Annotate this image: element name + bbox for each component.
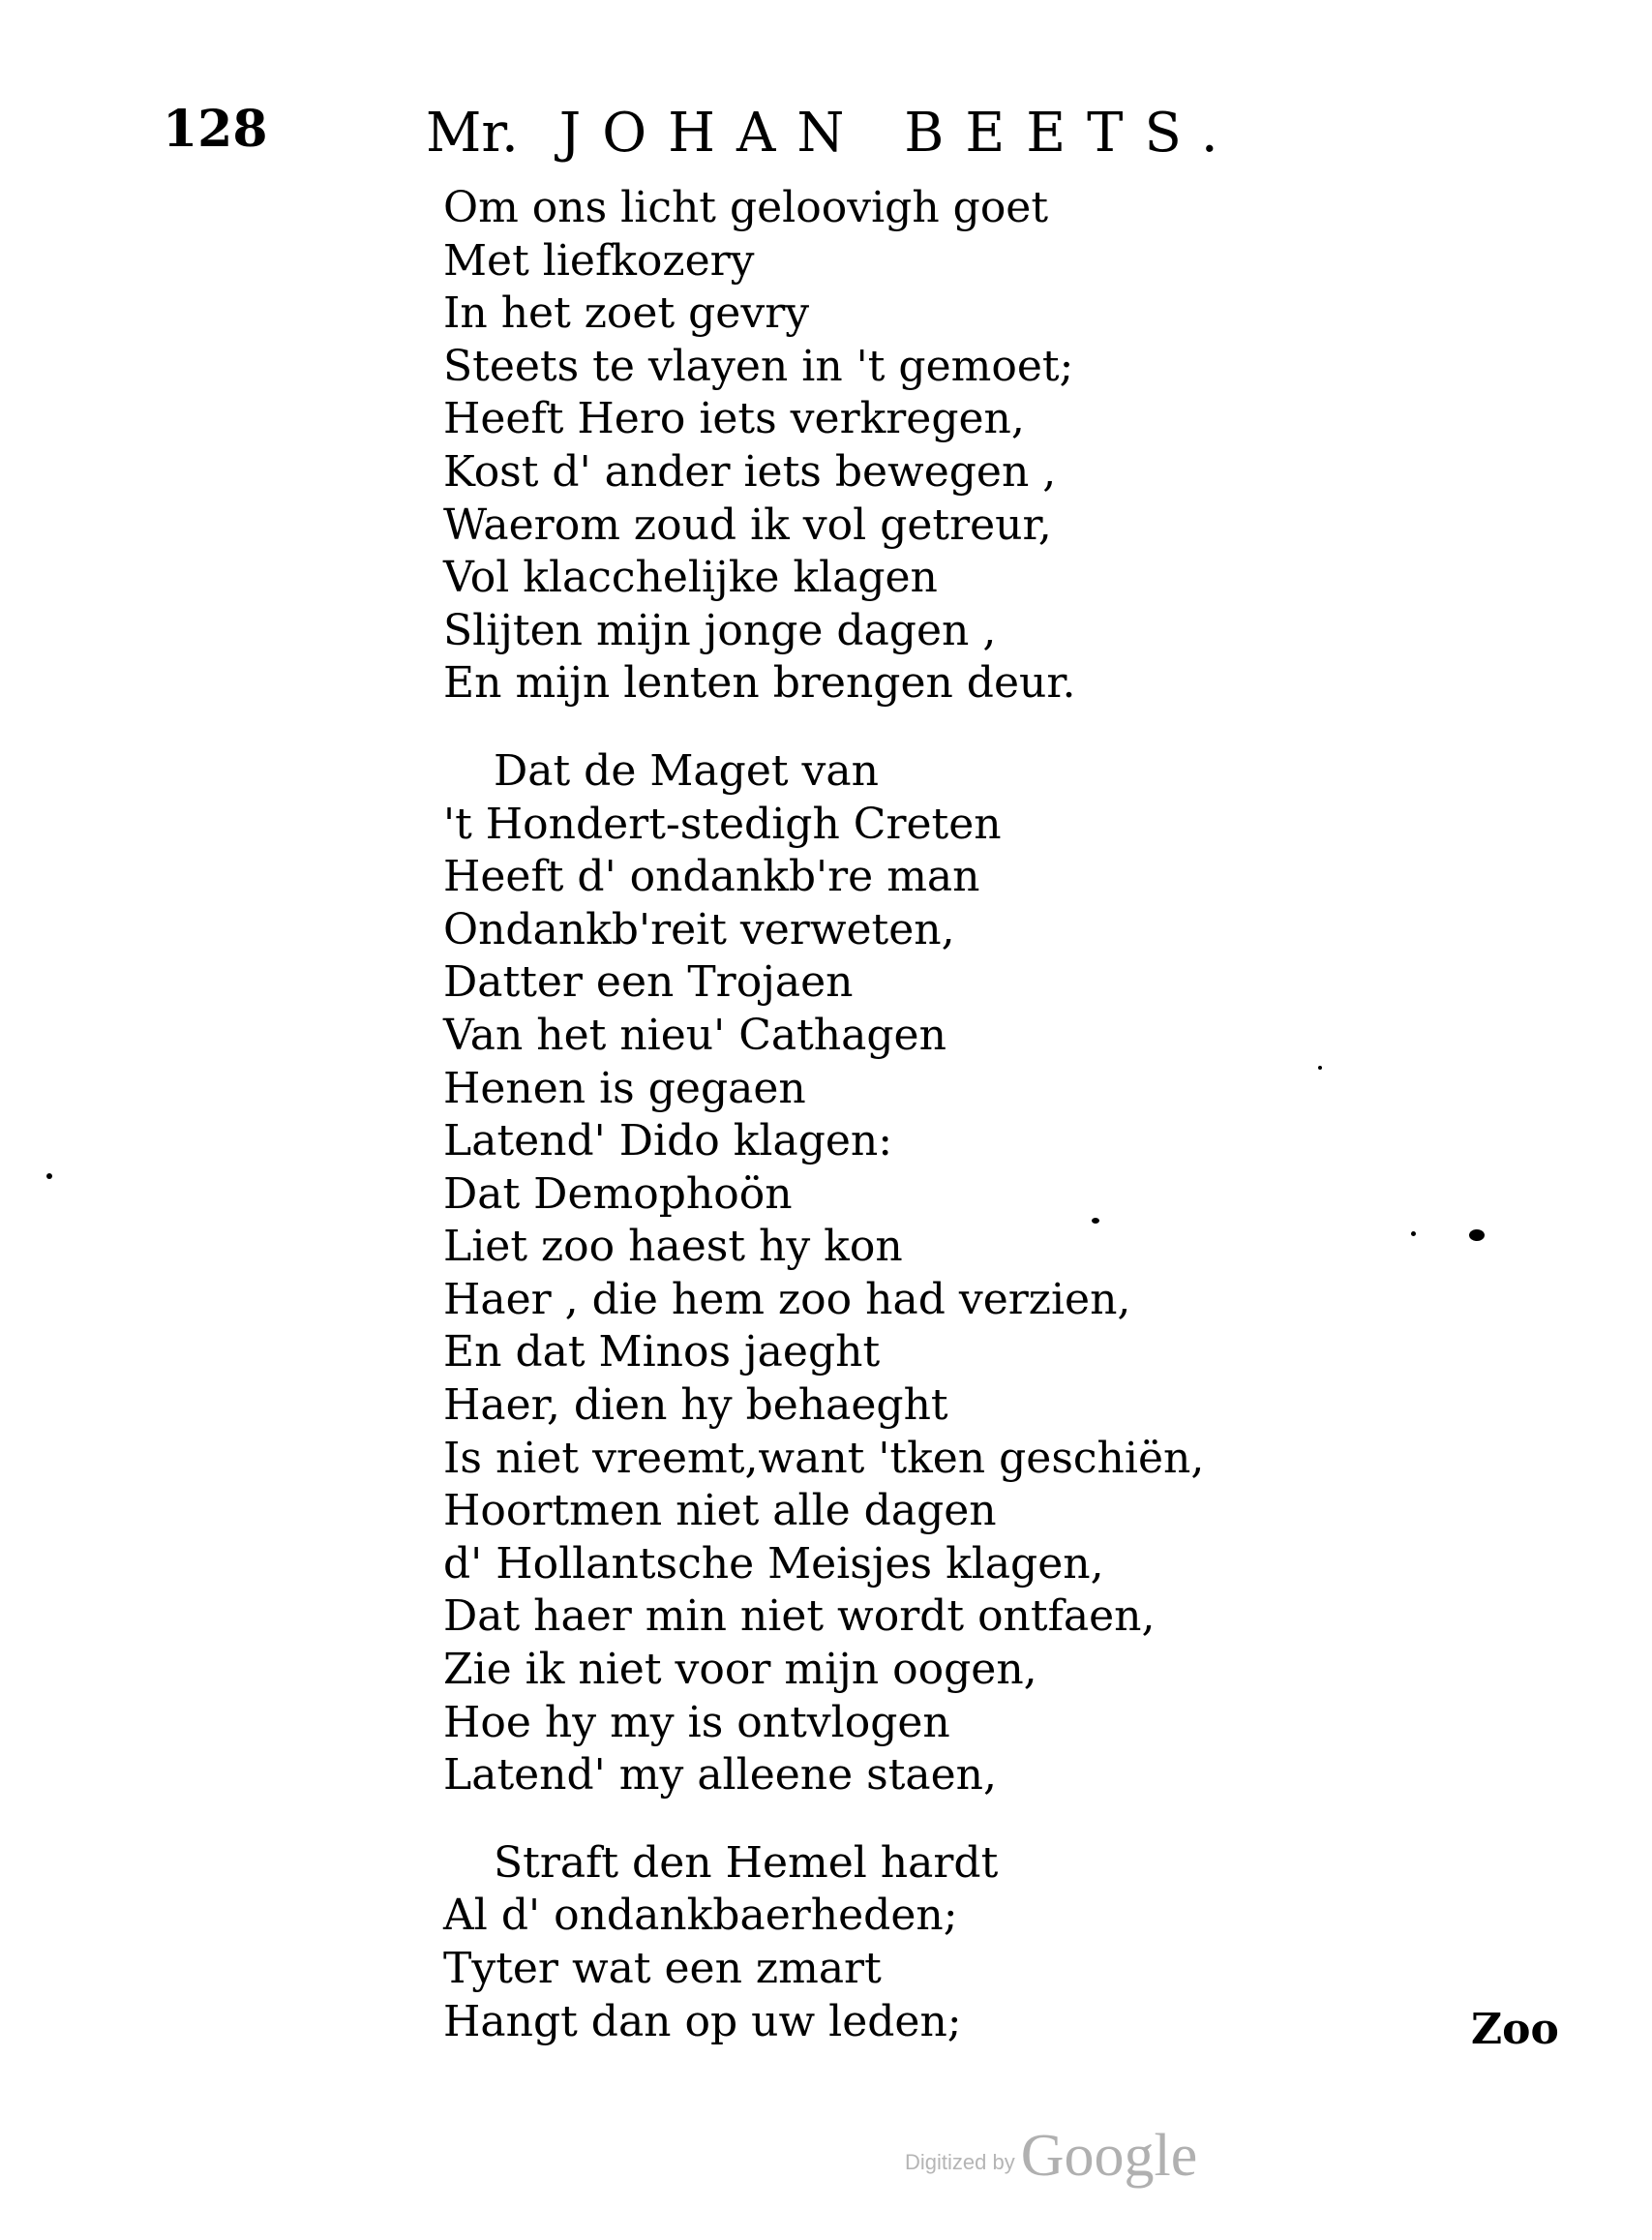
poem-line: Met liefkozery xyxy=(443,235,755,286)
poem-line: Van het nieu' Cathagen xyxy=(443,1010,946,1060)
poem-line: Waerom zoud ik vol getreur, xyxy=(443,499,1052,550)
poem-line: Al d' ondankbaerheden; xyxy=(443,1891,958,1941)
poem-line: Dat de Maget van xyxy=(494,745,879,796)
scan-speck xyxy=(1092,1218,1099,1224)
poem-line: En mijn lenten brengen deur. xyxy=(443,658,1076,709)
digitized-watermark xyxy=(905,2122,1197,2191)
stanza-1 xyxy=(443,182,1314,711)
poem-line: Tyter wat een zmart xyxy=(443,1944,882,1993)
poem-line: Latend' Dido klagen: xyxy=(443,1116,893,1166)
google-logo: Google xyxy=(1020,2123,1198,2189)
scan-speck xyxy=(46,1173,52,1179)
scan-speck xyxy=(1318,1066,1322,1070)
poem-line: Dat haer min niet wordt ontfaen, xyxy=(443,1591,1156,1642)
poem-line: Dat Demophoön xyxy=(443,1168,793,1219)
poem-line: Is niet vreemt,want 'tken geschiën, xyxy=(443,1433,1205,1483)
poem-line: d' Hollantsche Meisjes klagen, xyxy=(443,1538,1104,1589)
poem-line: Liet zoo haest hy kon xyxy=(443,1222,903,1272)
scan-speck xyxy=(1411,1231,1416,1236)
poem-line: Vol klacchelijke klagen xyxy=(443,553,938,603)
poem-line: Haer, dien hy behaeght xyxy=(443,1380,948,1431)
author-prefix: Mr. xyxy=(426,102,519,165)
digitized-by-label: Digitized by xyxy=(905,2150,1015,2174)
author-name: JOHAN BEETS. xyxy=(558,102,1240,165)
poem-line: Hangt dan op uw leden; xyxy=(443,1996,962,2046)
poem-line: Ondankb'reit verweten, xyxy=(443,904,955,954)
poem-line: En dat Minos jaeght xyxy=(443,1327,881,1377)
poem-line: Haer , die hem zoo had verzien, xyxy=(443,1274,1131,1324)
poem-line: Hoe hy my is ontvlogen xyxy=(443,1697,950,1747)
poem-line: Heeft Hero iets verkregen, xyxy=(443,394,1025,444)
stanza-2 xyxy=(443,745,1314,1802)
poem-line: Henen is gegaen xyxy=(443,1063,806,1113)
stanza-3 xyxy=(443,1837,1314,2048)
poem-line: 't Hondert-stedigh Creten xyxy=(443,799,1002,849)
running-header xyxy=(426,102,1240,165)
poem-line: Slijten mijn jonge dagen , xyxy=(443,605,997,655)
poem-line: Hoortmen niet alle dagen xyxy=(443,1486,997,1536)
poem-line: Zie ik niet voor mijn oogen, xyxy=(443,1645,1037,1695)
poem-line: Heeft d' ondankb're man xyxy=(443,852,980,902)
poem-line: In het zoet gevry xyxy=(443,288,810,339)
poem xyxy=(443,182,1314,2048)
poem-line: Straft den Hemel hardt xyxy=(494,1837,999,1888)
poem-line: Datter een Trojaen xyxy=(443,957,854,1008)
poem-line: Latend' my alleene staen, xyxy=(443,1750,997,1801)
poem-line: Kost d' ander iets bewegen , xyxy=(443,446,1057,497)
poem-line: Om ons licht geloovigh goet xyxy=(443,183,1049,232)
catchword: Zoo xyxy=(1471,2005,1559,2054)
page-number: 128 xyxy=(163,100,268,159)
poem-line: Steets te vlayen in 't gemoet; xyxy=(443,341,1074,391)
scan-speck xyxy=(1469,1229,1485,1241)
